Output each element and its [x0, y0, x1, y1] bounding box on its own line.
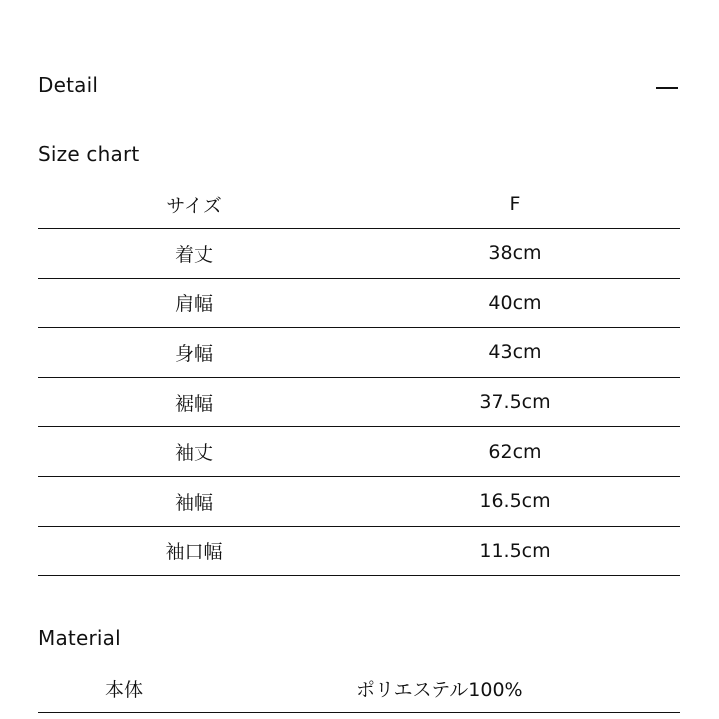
size-chart-header-row [38, 180, 680, 229]
material-composition: ポリエステル100% [210, 664, 680, 713]
measurement-label: 着丈 [38, 229, 350, 279]
table-row [38, 278, 680, 328]
material-title: Material [38, 626, 121, 650]
size-chart-table [38, 180, 680, 576]
table-row [38, 664, 680, 713]
detail-title: Detail [38, 73, 99, 97]
table-row [38, 229, 680, 279]
measurement-label: 袖幅 [38, 476, 350, 526]
measurement-value: 40cm [350, 278, 680, 328]
measurement-label: 袖口幅 [38, 526, 350, 576]
measurement-label: 身幅 [38, 328, 350, 378]
size-header-value: F [350, 180, 680, 229]
collapse-minus-icon[interactable] [656, 76, 678, 98]
detail-accordion-header[interactable] [38, 70, 680, 104]
measurement-value: 11.5cm [350, 526, 680, 576]
size-header-label: サイズ [38, 180, 350, 229]
measurement-value: 38cm [350, 229, 680, 279]
table-row [38, 476, 680, 526]
measurement-label: 裾幅 [38, 377, 350, 427]
measurement-label: 袖丈 [38, 427, 350, 477]
table-row [38, 328, 680, 378]
material-table [38, 664, 680, 713]
measurement-label: 肩幅 [38, 278, 350, 328]
table-row [38, 526, 680, 576]
measurement-value: 62cm [350, 427, 680, 477]
table-row [38, 427, 680, 477]
size-chart-title: Size chart [38, 142, 140, 166]
table-row [38, 377, 680, 427]
material-part-label: 本体 [38, 664, 210, 713]
measurement-value: 43cm [350, 328, 680, 378]
measurement-value: 37.5cm [350, 377, 680, 427]
measurement-value: 16.5cm [350, 476, 680, 526]
